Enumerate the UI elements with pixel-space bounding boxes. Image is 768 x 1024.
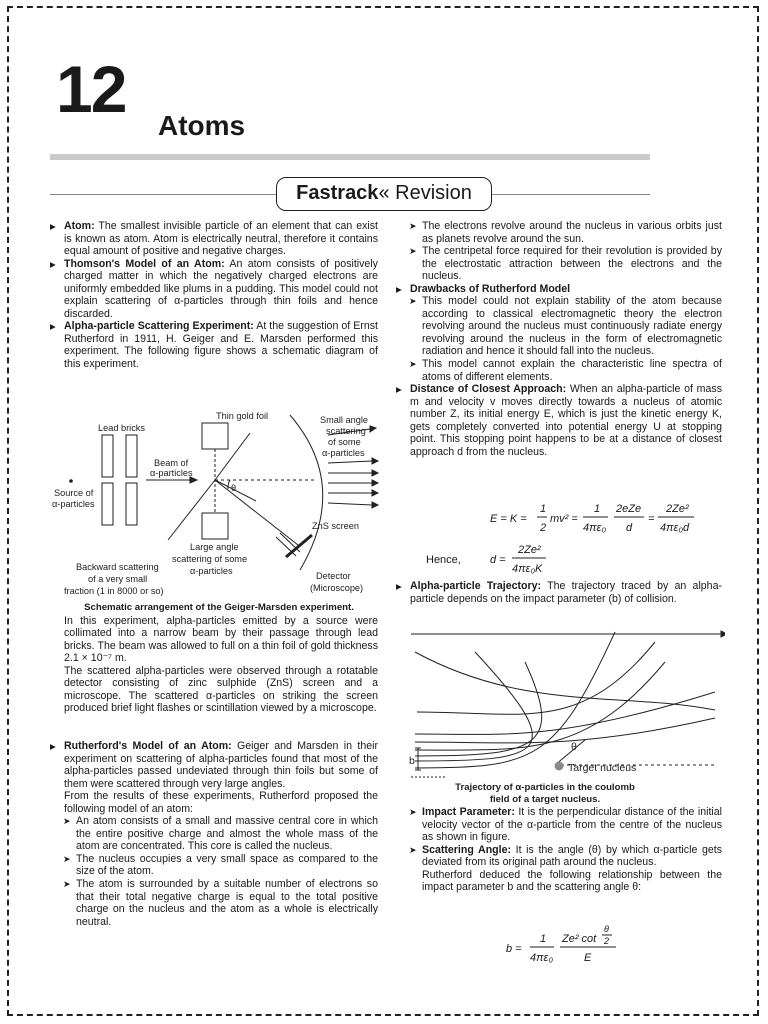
- model-sub-2: ➤ The nucleus occupies a very small space as compared to the size of the atom.: [50, 853, 378, 878]
- left-column-rutherford: [50, 740, 378, 928]
- svg-text:1: 1: [540, 933, 547, 945]
- atom-point: ▶ Atom: The smallest invisible particle of an element that can exist is known as atom. Atom is electrically neutral, therefore it contains equal amount of positive and negative charges.: [50, 220, 378, 258]
- geiger-marsden-figure: [50, 405, 380, 601]
- left-column-lower: [64, 602, 378, 715]
- banner-line-right: [492, 194, 650, 195]
- trajectory-point: ▶ Alpha-particle Trajectory: The trajectory traced by an alpha-particle depends on the impact parameter (b) of collision.: [396, 580, 722, 605]
- lbl-large2: scattering of some: [172, 554, 248, 564]
- svg-text:E: E: [584, 952, 592, 964]
- lbl-source1: Source of: [54, 488, 94, 498]
- gold-foil-top: [202, 423, 228, 449]
- svg-text:4πε₀: 4πε₀: [530, 952, 553, 964]
- svg-text:2Ze²: 2Ze²: [518, 544, 541, 556]
- exp-para-2: The scattered alpha-particles were observed through a rotatable detector consisting of zinc sulphide (ZnS) screen and a microscope. The scattered α-particles on striking the screen produced brief light flashes or scintillation viewed by a microscope.: [64, 664, 378, 715]
- lbl-beam1: Beam of: [154, 458, 189, 468]
- fig1-caption: Schematic arrangement of the Geiger-Marsden experiment.: [84, 602, 354, 613]
- drawback-1: ➤ This model could not explain stability of the atom because according to classical electromagnetic theory the electron revolving around the nucleus must continuously radiate energy revolving around the nucleus in the form of electromagnetic radiation and hence it should fall into the nucleus.: [396, 295, 722, 358]
- lbl-theta: θ: [231, 483, 237, 493]
- svg-text:4πε₀K: 4πε₀K: [512, 563, 543, 575]
- lbl-small1: Small angle: [320, 415, 369, 425]
- model-sub-5: ➤ The centripetal force required for their revolution is provided by the electrostatic attraction between the electrons and the nucleus.: [396, 245, 722, 283]
- lbl-small4: α-particles: [322, 448, 365, 458]
- svg-text:4πε₀: 4πε₀: [583, 522, 606, 534]
- svg-text:4πε₀d: 4πε₀d: [660, 522, 690, 534]
- equation-impact: [500, 920, 700, 970]
- lead-brick-3: [102, 483, 113, 525]
- trajectory-figure: [405, 622, 725, 806]
- banner-bold: Fastrack: [296, 182, 379, 204]
- chapter-rule: [50, 154, 650, 160]
- gold-foil-bottom: [202, 513, 228, 539]
- svg-text:=: =: [648, 513, 655, 525]
- lbl-b: b: [409, 755, 415, 767]
- right-column: [396, 220, 722, 458]
- svg-text:1: 1: [594, 503, 601, 515]
- revision-banner: [276, 177, 492, 211]
- svg-text:Ze² cot: Ze² cot: [562, 933, 597, 945]
- svg-text:1: 1: [540, 503, 547, 515]
- lbl-large3: α-particles: [190, 566, 233, 576]
- svg-text:2: 2: [604, 936, 610, 946]
- right-column-traj: [396, 580, 722, 605]
- lbl-small2: scattering: [326, 426, 366, 436]
- chapter-title: Atoms: [158, 110, 246, 141]
- lbl-det1: Detector: [316, 571, 351, 581]
- drawbacks-heading: ▶ Drawbacks of Rutherford Model: [396, 283, 722, 296]
- lead-brick-1: [102, 435, 113, 477]
- model-sub-3: ➤ The atom is surrounded by a suitable number of electrons so that their total negative charge is equal to the total positive charge on the nucleus and the atom as a whole is electrically neutral.: [50, 878, 378, 928]
- svg-text:2: 2: [540, 522, 547, 534]
- equation-distance: [420, 540, 620, 578]
- banner-arrow-icon: «: [378, 182, 390, 204]
- impact-parameter: ➤ Impact Parameter: It is the perpendicular distance of the initial velocity vector of the α-particle from the centre of the nucleus as shown in figure.: [396, 806, 722, 844]
- svg-text:b =: b =: [506, 943, 522, 955]
- lbl-theta2: θ: [571, 741, 577, 753]
- left-column: [50, 220, 378, 371]
- lead-brick-4: [126, 483, 137, 525]
- lbl-foil: Thin gold foil: [216, 411, 269, 421]
- svg-text:E = K =: E = K =: [490, 513, 527, 525]
- lbl-beam2: α-particles: [150, 468, 193, 478]
- scattering-angle: ➤ Scattering Angle: It is the angle (θ) by which α-particle gets deviated from its original path around the nucleus.: [396, 844, 722, 869]
- right-column-lower: [396, 806, 722, 894]
- lead-brick-2: [126, 435, 137, 477]
- fig2-caption-2: field of a target nucleus.: [489, 794, 601, 805]
- banner-line-left: [50, 194, 276, 195]
- scattering-para-2: Rutherford deduced the following relationship between the impact parameter b and the scattering angle θ:: [422, 868, 722, 894]
- lbl-lead: Lead bricks: [98, 423, 145, 433]
- rutherford-point: ▶ Rutherford's Model of an Atom: Geiger and Marsden in their experiment on scattering of alpha-particles found that most of the alpha-particles passed undeviated through thin foils but some of them were scattered through very large angles.: [50, 740, 378, 790]
- fig2-caption-1: Trajectory of α-particles in the coulomb: [455, 782, 635, 793]
- lbl-det2: (Microscope): [310, 583, 364, 593]
- target-nucleus: [555, 762, 564, 771]
- lbl-back1: Backward scattering: [76, 562, 159, 572]
- svg-text:mv² =: mv² =: [550, 513, 578, 525]
- svg-text:2eZe: 2eZe: [616, 503, 642, 515]
- thomson-point: ▶ Thomson's Model of an Atom: An atom consists of positively charged matter in which the negatively charged electrons are uniformly embedded like plums in a pudding. This model could not explain scattering of α-particles through thin foils and hence discarded.: [50, 258, 378, 321]
- lbl-source2: α-particles: [52, 499, 95, 509]
- lbl-large1: Large angle: [190, 542, 239, 552]
- svg-text:θ: θ: [604, 924, 609, 934]
- svg-text:d: d: [626, 522, 633, 534]
- alpha-point: ▶ Alpha-particle Scattering Experiment: At the suggestion of Ernst Rutherford in 1911, H. Geiger and E. Marsden performed this experiment. The following figure shows a schematic diagram of this experiment.: [50, 320, 378, 370]
- closest-approach-point: ▶ Distance of Closest Approach: When an alpha-particle of mass m and velocity v moves directly towards a nucleus of atomic number Z, its initial energy E, which is just the kinetic energy K, gets completely converted into potential energy U at stopping point. This stopping point happens to be at a distance of closest approach d from the nucleus.: [396, 383, 722, 458]
- drawback-2: ➤ This model cannot explain the characteristic line spectra of atoms of different elements.: [396, 358, 722, 383]
- lbl-small3: of some: [328, 437, 361, 447]
- model-sub-1: ➤ An atom consists of a small and massive central core in which the entire positive charge and almost the whole mass of the atom are concentrated. This core is called the nucleus.: [50, 815, 378, 853]
- equation-energy: [480, 496, 720, 540]
- lbl-zns: ZnS screen: [312, 521, 359, 531]
- lbl-back2: of a very small: [88, 574, 148, 584]
- svg-text:d =: d =: [490, 554, 506, 566]
- banner-rest: Revision: [395, 182, 472, 204]
- lbl-target: Target nucleus: [568, 762, 637, 774]
- exp-para-1: In this experiment, alpha-particles emitted by a source were collimated into a narrow beam by their passage through lead bricks. The beam was allowed to full on a thin foil of gold thickness 2.1 × 10⁻⁷ m.: [64, 614, 378, 665]
- source-dot: [69, 479, 73, 483]
- svg-text:Hence,: Hence,: [426, 554, 461, 566]
- chapter-number: 12: [56, 52, 126, 126]
- svg-text:2Ze²: 2Ze²: [666, 503, 689, 515]
- model-sub-4: ➤ The electrons revolve around the nucleus in various orbits just as planets revolve around the sun.: [396, 220, 722, 245]
- rutherford-para-2: From the results of these experiments, Rutherford proposed the following model of an atom:: [64, 790, 378, 815]
- lbl-back3: fraction (1 in 8000 or so): [64, 586, 164, 596]
